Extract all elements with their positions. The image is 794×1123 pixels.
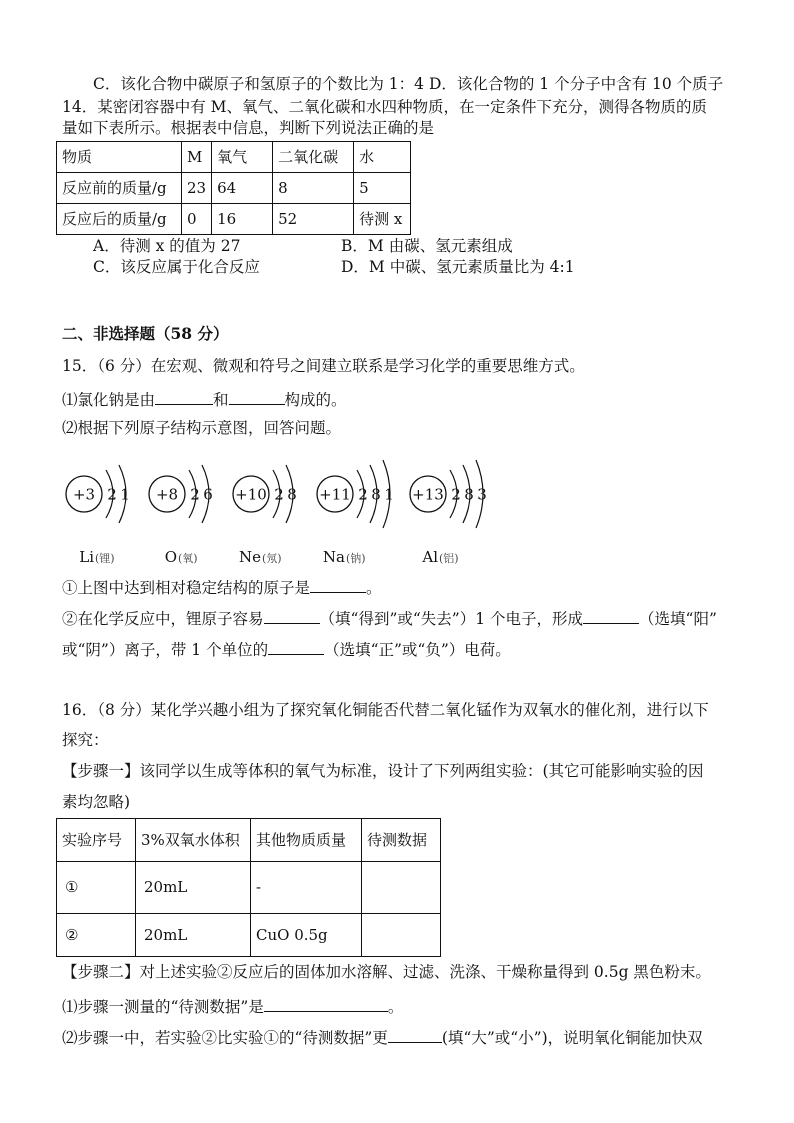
element-symbol: Al — [422, 548, 438, 566]
table-cell: 64 — [212, 173, 273, 204]
q15-sub2-text: （选填“阳” — [639, 610, 717, 628]
q15-part2: ⑵根据下列原子结构示意图，回答问题。 — [62, 419, 342, 437]
nucleus-charge: +8 — [155, 485, 179, 504]
answer-blank[interactable] — [310, 578, 366, 593]
table-header-cell: 水 — [354, 142, 411, 173]
q15-sub1-text: 。 — [366, 579, 382, 597]
q16-sub1-text: ⑴步骤一测量的“待测数据”是 — [62, 998, 264, 1016]
q15-sub2-text: ②在化学反应中，锂原子容易 — [62, 610, 264, 628]
atom-diagram — [410, 460, 487, 566]
q15-sub2-text: （选填“正”或“负”）电荷。 — [324, 641, 511, 659]
table-cell: 反应后的质量/g — [57, 204, 182, 235]
q14-option-d: D．M 中碳、氢元素质量比为 4:1 — [341, 258, 575, 276]
element-name: (氖) — [262, 552, 282, 565]
q15-sub2-line1 — [62, 609, 717, 628]
table-cell: CuO 0.5g — [251, 914, 362, 957]
table-cell: - — [251, 862, 362, 914]
table-cell: 待测 x — [354, 204, 411, 235]
q16-sub1 — [62, 997, 403, 1016]
answer-blank[interactable] — [264, 997, 388, 1012]
q16-stem-line2: 探究： — [62, 731, 109, 749]
shell-electron-count: 8 — [371, 485, 381, 504]
q15-sub2-line2 — [62, 640, 511, 659]
q16-sub2-text: ⑵步骤一中，若实验②比实验①的“待测数据”更 — [62, 1029, 388, 1047]
q14-stem-line2: 量如下表所示。根据表中信息，判断下列说法正确的是 — [62, 119, 435, 137]
table-cell: 20mL — [136, 862, 251, 914]
shell-electron-count: 2 — [190, 485, 200, 504]
table-header-cell: 实验序号 — [57, 819, 136, 862]
table-cell — [362, 914, 441, 957]
table-header-cell: 二氧化碳 — [273, 142, 354, 173]
table-header-row — [57, 819, 441, 862]
table-cell — [362, 862, 441, 914]
table-cell: 0 — [182, 204, 212, 235]
table-row — [57, 862, 441, 914]
q14-stem-line1: 14．某密闭容器中有 M、氧气、二氧化碳和水四种物质，在一定条件下充分，测得各物质的质 — [62, 98, 708, 116]
shell-electron-count: 8 — [287, 485, 297, 504]
q15-part1-text: 构成的。 — [284, 391, 347, 409]
q13-option-c: C．该化合物中碳原子和氢原子的个数比为 1：4 D．该化合物的 1 个分子中含有 10 个质子 — [93, 75, 724, 93]
table-cell: 52 — [273, 204, 354, 235]
shell-electron-count: 2 — [274, 485, 284, 504]
q15-sub2-text: （填“得到”或“失去”）1 个电子，形成 — [319, 610, 584, 628]
section-title: 二、非选择题（58 分） — [62, 324, 229, 343]
element-name: (铝) — [439, 552, 459, 565]
atom-diagram — [149, 465, 213, 566]
shell-electron-count: 8 — [464, 485, 474, 504]
table-header-cell: 物质 — [57, 142, 182, 173]
table-header-cell: 氧气 — [212, 142, 273, 173]
answer-blank[interactable] — [268, 640, 324, 655]
q15-part1 — [62, 390, 347, 409]
element-symbol: Na — [322, 548, 345, 566]
table-header-cell: 3%双氧水体积 — [136, 819, 251, 862]
table-row — [57, 204, 411, 235]
shell-electron-count: 1 — [384, 485, 394, 504]
shell-electron-count: 2 — [358, 485, 368, 504]
answer-blank[interactable] — [229, 390, 285, 405]
q15-sub1 — [62, 578, 382, 597]
q16-step1-line2: 素均忽略) — [62, 793, 131, 811]
q16-step2: 【步骤二】对上述实验②反应后的固体加水溶解、过滤、洗涤、干燥称量得到 0.5g 黑色粉末。 — [62, 963, 711, 981]
shell-electron-count: 3 — [477, 485, 487, 504]
atom-diagram — [317, 460, 394, 566]
nucleus-charge: +11 — [319, 485, 351, 504]
answer-blank[interactable] — [388, 1028, 442, 1043]
q15-sub1-text: ①上图中达到相对稳定结构的原子是 — [62, 579, 311, 597]
table-cell: ① — [57, 862, 136, 914]
atom-diagram — [66, 465, 130, 566]
table-header-cell: 其他物质质量 — [251, 819, 362, 862]
table-row — [57, 173, 411, 204]
q15-sub2-text: 或“阴”）离子，带 1 个单位的 — [62, 641, 269, 659]
element-symbol: Li — [79, 548, 94, 566]
element-name: (锂) — [95, 552, 115, 565]
table-cell: 5 — [354, 173, 411, 204]
table-cell: 反应前的质量/g — [57, 173, 182, 204]
shell-electron-count: 2 — [107, 485, 117, 504]
nucleus-charge: +3 — [72, 485, 96, 504]
element-symbol: Ne — [238, 548, 261, 566]
q16-sub2-text: (填“大”或“小”)，说明氧化铜能加快双 — [441, 1029, 703, 1047]
q16-stem-line1: 16．（8 分）某化学兴趣小组为了探究氧化铜能否代替二氧化锰作为双氧水的催化剂，进行以下 — [62, 701, 709, 719]
q14-option-b: B．M 由碳、氢元素组成 — [341, 237, 513, 255]
atom-structure-diagrams — [60, 446, 510, 572]
nucleus-charge: +10 — [235, 485, 267, 504]
table-cell: 16 — [212, 204, 273, 235]
q15-part1-text: 和 — [213, 391, 229, 409]
q15-stem: 15．（6 分）在宏观、微观和符号之间建立联系是学习化学的重要思维方式。 — [62, 357, 585, 375]
q16-sub1-text: 。 — [387, 998, 404, 1016]
table-header-cell: M — [182, 142, 212, 173]
table-cell: 23 — [182, 173, 212, 204]
shell-electron-count: 1 — [120, 485, 130, 504]
element-symbol: O — [164, 548, 177, 566]
q14-option-a: A．待测 x 的值为 27 — [93, 237, 241, 255]
table-header-cell: 待测数据 — [362, 819, 441, 862]
q16-experiment-table — [56, 818, 441, 957]
q15-part1-text: ⑴氯化钠是由 — [62, 391, 156, 409]
answer-blank[interactable] — [264, 609, 320, 624]
answer-blank[interactable] — [583, 609, 639, 624]
q16-step1-line1: 【步骤一】该同学以生成等体积的氧气为标准，设计了下列两组实验：(其它可能影响实验的因 — [62, 762, 704, 780]
table-cell: ② — [57, 914, 136, 957]
table-cell: 8 — [273, 173, 354, 204]
q16-sub2 — [62, 1028, 703, 1047]
element-name: (氧) — [178, 552, 198, 565]
table-header-row — [57, 142, 411, 173]
answer-blank[interactable] — [155, 390, 213, 405]
table-row — [57, 914, 441, 957]
q14-option-c: C．该反应属于化合反应 — [93, 258, 260, 276]
shell-electron-count: 6 — [203, 485, 213, 504]
q14-mass-table — [56, 141, 411, 235]
table-cell: 20mL — [136, 914, 251, 957]
shell-electron-count: 2 — [451, 485, 461, 504]
nucleus-charge: +13 — [412, 485, 444, 504]
atom-diagram — [233, 465, 297, 566]
element-name: (钠) — [346, 552, 366, 565]
